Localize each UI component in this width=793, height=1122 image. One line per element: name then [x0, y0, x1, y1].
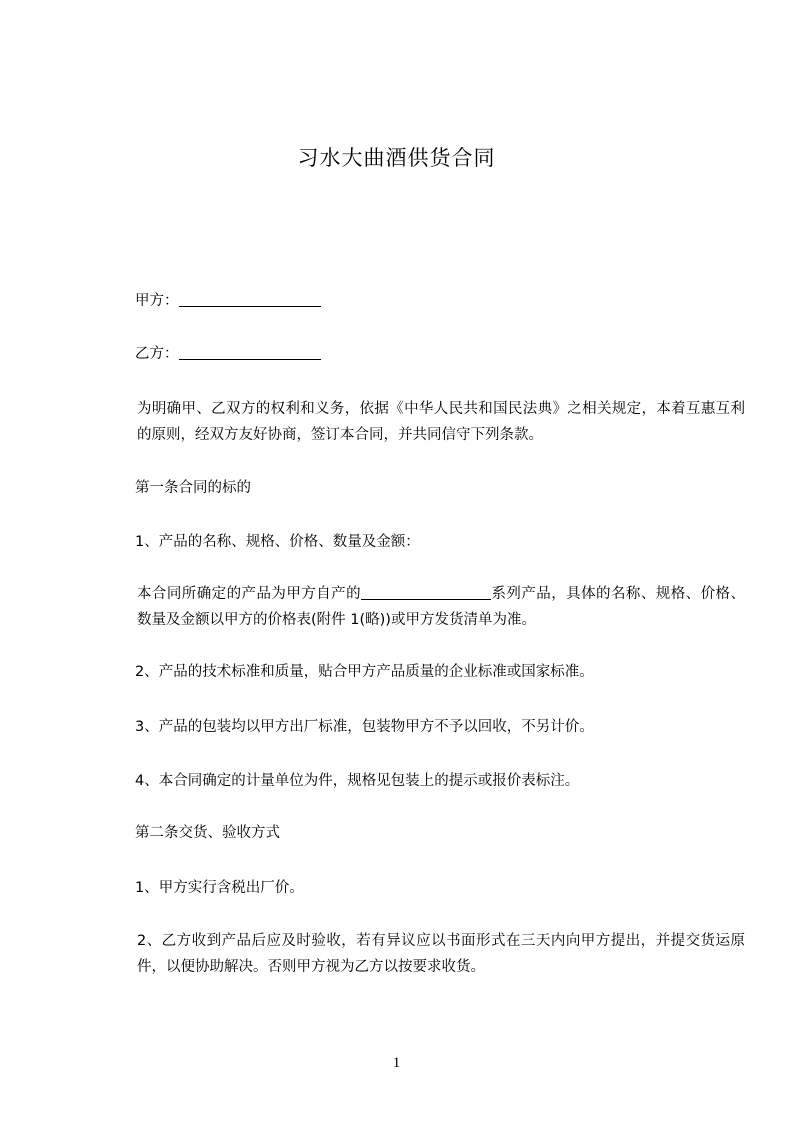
- party-a-label: 甲方：: [135, 293, 179, 309]
- article1-item2: 2、产品的技术标准和质量，贴合甲方产品质量的企业标准或国家标准。: [135, 664, 594, 680]
- party-a-line: [103, 288, 743, 314]
- party-b-label: 乙方：: [135, 346, 179, 362]
- party-a-blank[interactable]: [179, 291, 321, 307]
- article1-item3: 3、产品的包装均以甲方出厂标准，包装物甲方不予以回收，不另计价。: [135, 719, 594, 735]
- product-series-blank[interactable]: [361, 584, 491, 600]
- article1-item4: 4、本合同确定的计量单位为件，规格见包装上的提示或报价表标注。: [135, 773, 580, 789]
- article1-heading: 第一条合同的标的: [135, 480, 251, 496]
- intro-paragraph: 为明确甲、乙双方的权利和义务，依据《中华人民共和国民法典》之相关规定，本着互惠互利的原则，经双方友好协商，签订本合同，并共同信守下列条款。: [137, 401, 745, 443]
- article2-heading: 第二条交货、验收方式: [135, 825, 280, 841]
- party-b-blank[interactable]: [179, 344, 321, 360]
- item1-detail-after: 系列产品，具体的名称、规格、价格、数量及金额以甲方的价格表(附件 1(略))或甲方发货清单为准。: [137, 586, 745, 628]
- article2-item1: 1、甲方实行含税出厂价。: [135, 880, 304, 896]
- article1-item1: 1、产品的名称、规格、价格、数量及金额：: [135, 534, 420, 550]
- document-title: 习水大曲酒供货合同: [297, 146, 496, 170]
- item1-detail-before: 本合同所确定的产品为甲方自产的: [137, 586, 362, 602]
- party-b-line: [103, 341, 743, 367]
- article2-item2: 2、乙方收到产品后应及时验收，若有异议应以书面形式在三天内向甲方提出，并提交货运原件，以便协助解决。否则甲方视为乙方以按要求收货。: [137, 933, 745, 975]
- page-number: 1: [392, 1055, 401, 1071]
- article1-item1-detail: [103, 581, 745, 633]
